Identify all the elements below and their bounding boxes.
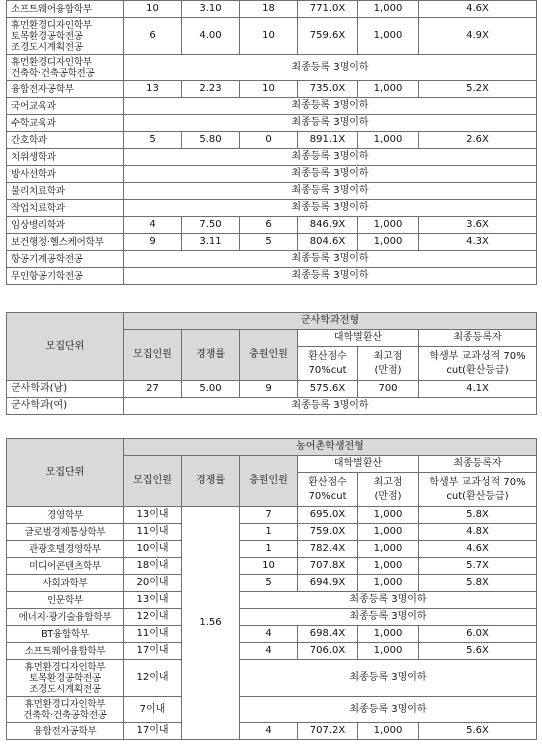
recruit-cell: 4	[124, 217, 182, 234]
note-cell: 최종등록 3명이하	[124, 200, 537, 217]
recruit-cell: 17이내	[124, 643, 182, 660]
table-row	[7, 81, 537, 98]
fill-cell: 10	[240, 81, 298, 98]
rate-cell: 5.00	[182, 381, 240, 398]
header-grade: 학생부 교과성적 70% cut(환산등급)	[419, 347, 537, 381]
recruit-cell: 20이내	[124, 575, 182, 592]
fill-cell: 7	[240, 507, 298, 524]
score-cell: 771.0X	[298, 1, 358, 18]
max-cell: 1,000	[358, 723, 419, 740]
table-title: 농어촌학생전형	[124, 439, 537, 456]
unit-name-cell: 소프트웨어융합학부	[7, 1, 124, 18]
header-converted: 대학별환산	[298, 330, 419, 347]
unit-name-cell: 보건행정·헬스케어학부	[7, 234, 124, 251]
max-cell: 1,000	[358, 541, 419, 558]
grade-cell: 4.1X	[419, 381, 537, 398]
max-cell: 1,000	[358, 524, 419, 541]
header-unit: 모집단위	[7, 313, 124, 381]
grade-cell: 2.6X	[419, 132, 537, 149]
table-row	[7, 524, 537, 541]
max-cell: 1,000	[358, 217, 419, 234]
fill-cell: 4	[240, 643, 298, 660]
table-row	[7, 234, 537, 251]
unit-name-cell: 수학교육과	[7, 115, 124, 132]
grade-cell: 4.9X	[419, 18, 537, 55]
score-cell: 804.6X	[298, 234, 358, 251]
table-row	[7, 1, 537, 18]
note-cell: 최종등록 3명이하	[124, 55, 537, 81]
recruit-cell: 12이내	[124, 609, 182, 626]
table-1-body	[7, 1, 537, 285]
fill-cell: 1	[240, 541, 298, 558]
unit-name-cell: 군사학과(여)	[7, 398, 124, 415]
header-rate: 경쟁률	[182, 456, 240, 507]
table-row	[7, 609, 537, 626]
rural-admission-table	[6, 438, 537, 740]
note-cell: 최종등록 3명이하	[240, 592, 537, 609]
unit-name-cell: 방사선학과	[7, 166, 124, 183]
max-cell: 1,000	[358, 626, 419, 643]
score-cell: 707.8X	[298, 558, 358, 575]
fill-cell: 4	[240, 626, 298, 643]
max-cell: 1,000	[358, 575, 419, 592]
fill-cell: 18	[240, 1, 298, 18]
unit-name-cell: 무인항공기학전공	[7, 268, 124, 285]
unit-name-cell: 간호학과	[7, 132, 124, 149]
grade-cell: 5.8X	[419, 575, 537, 592]
fill-cell: 10	[240, 558, 298, 575]
unit-name-cell: 융합전자공학부	[7, 81, 124, 98]
grade-cell: 5.7X	[419, 558, 537, 575]
recruit-cell: 7이내	[124, 697, 182, 723]
table-row	[7, 660, 537, 697]
unit-name-cell: 휴먼환경디자인학부 토목환경공학전공 조경도시계획전공	[7, 18, 124, 55]
header-recruit: 모집인원	[124, 456, 182, 507]
fill-cell: 10	[240, 18, 298, 55]
max-cell: 1,000	[358, 558, 419, 575]
score-cell: 698.4X	[298, 626, 358, 643]
rate-cell: 5.80	[182, 132, 240, 149]
header-final: 최종등록자	[419, 456, 537, 473]
max-cell: 1,000	[358, 18, 419, 55]
header-score: 환산점수 70%cut	[298, 473, 358, 507]
fill-cell: 4	[240, 723, 298, 740]
fill-cell: 9	[240, 381, 298, 398]
recruit-cell: 12이내	[124, 660, 182, 697]
score-cell: 846.9X	[298, 217, 358, 234]
unit-name-cell: 관광호텔경영학부	[7, 541, 124, 558]
unit-name-cell: 휴먼환경디자인학부 건축학·건축공학전공	[7, 697, 124, 723]
rate-cell: 4.00	[182, 18, 240, 55]
table-row	[7, 183, 537, 200]
table-row	[7, 18, 537, 55]
grade-cell: 4.8X	[419, 524, 537, 541]
note-cell: 최종등록 3명이하	[124, 251, 537, 268]
score-cell: 782.4X	[298, 541, 358, 558]
note-cell: 최종등록 3명이하	[124, 398, 537, 415]
unit-name-cell: 인문학부	[7, 592, 124, 609]
table-row	[7, 149, 537, 166]
grade-cell: 6.0X	[419, 626, 537, 643]
table-row	[7, 697, 537, 723]
header-converted: 대학별환산	[298, 456, 419, 473]
score-cell: 891.1X	[298, 132, 358, 149]
note-cell: 최종등록 3명이하	[240, 660, 537, 697]
grade-cell: 5.2X	[419, 81, 537, 98]
recruit-cell: 6	[124, 18, 182, 55]
unit-name-cell: 군사학과(남)	[7, 381, 124, 398]
fill-cell: 1	[240, 524, 298, 541]
unit-name-cell: 융합전자공학부	[7, 723, 124, 740]
score-cell: 695.0X	[298, 507, 358, 524]
fill-cell: 5	[240, 575, 298, 592]
unit-name-cell: 물리치료학과	[7, 183, 124, 200]
unit-name-cell: 미디어콘텐츠학부	[7, 558, 124, 575]
recruit-cell: 13이내	[124, 507, 182, 524]
table-row	[7, 217, 537, 234]
recruit-cell: 13이내	[124, 592, 182, 609]
table-row	[7, 541, 537, 558]
recruit-cell: 13	[124, 81, 182, 98]
header-max: 최고점 (만점)	[358, 347, 419, 381]
table-row	[7, 643, 537, 660]
grade-cell: 3.6X	[419, 217, 537, 234]
table-row	[7, 115, 537, 132]
unit-name-cell: 소프트웨어융합학부	[7, 643, 124, 660]
score-cell: 694.9X	[298, 575, 358, 592]
table-3-body	[7, 507, 537, 740]
note-cell: 최종등록 3명이하	[124, 98, 537, 115]
max-cell: 1,000	[358, 81, 419, 98]
table-row	[7, 268, 537, 285]
note-cell: 최종등록 3명이하	[124, 166, 537, 183]
table-2-body	[7, 381, 537, 415]
rate-cell: 2.23	[182, 81, 240, 98]
max-cell: 1,000	[358, 507, 419, 524]
note-cell: 최종등록 3명이하	[124, 183, 537, 200]
header-grade: 학생부 교과성적 70% cut(환산등급)	[419, 473, 537, 507]
header-rate: 경쟁률	[182, 330, 240, 381]
grade-cell: 4.3X	[419, 234, 537, 251]
recruit-cell: 27	[124, 381, 182, 398]
header-fill: 충원인원	[240, 330, 298, 381]
unit-name-cell: 휴먼환경디자인학부 토목환경공학전공 조경도시계획전공	[7, 660, 124, 697]
table-row	[7, 200, 537, 217]
score-cell: 759.6X	[298, 18, 358, 55]
rate-cell: 7.50	[182, 217, 240, 234]
score-cell: 706.0X	[298, 643, 358, 660]
header-max: 최고점 (만점)	[358, 473, 419, 507]
unit-name-cell: 치위생학과	[7, 149, 124, 166]
table-row	[7, 507, 537, 524]
note-cell: 최종등록 3명이하	[124, 149, 537, 166]
table-row	[7, 55, 537, 81]
recruit-cell: 17이내	[124, 723, 182, 740]
rate-cell: 3.10	[182, 1, 240, 18]
grade-cell: 5.6X	[419, 723, 537, 740]
unit-name-cell: 글로벌경제통상학부	[7, 524, 124, 541]
unit-name-cell: 임상병리학과	[7, 217, 124, 234]
note-cell: 최종등록 3명이하	[124, 268, 537, 285]
table-row	[7, 98, 537, 115]
unit-name-cell: 사회과학부	[7, 575, 124, 592]
note-cell: 최종등록 3명이하	[240, 697, 537, 723]
recruit-cell: 10이내	[124, 541, 182, 558]
grade-cell: 5.8X	[419, 507, 537, 524]
table-row	[7, 381, 537, 398]
unit-name-cell: 항공기계공학전공	[7, 251, 124, 268]
unit-name-cell: 국어교육과	[7, 98, 124, 115]
rate-cell: 1.56	[182, 507, 240, 740]
header-score: 환산점수 70%cut	[298, 347, 358, 381]
military-admission-table	[6, 312, 537, 415]
table-row	[7, 558, 537, 575]
score-cell: 735.0X	[298, 81, 358, 98]
recruit-cell: 9	[124, 234, 182, 251]
fill-cell: 6	[240, 217, 298, 234]
unit-name-cell: 경영학부	[7, 507, 124, 524]
max-cell: 700	[358, 381, 419, 398]
max-cell: 1,000	[358, 643, 419, 660]
grade-cell: 4.6X	[419, 1, 537, 18]
table-row	[7, 592, 537, 609]
header-final: 최종등록자	[419, 330, 537, 347]
max-cell: 1,000	[358, 132, 419, 149]
score-cell: 759.0X	[298, 524, 358, 541]
rate-cell: 3.11	[182, 234, 240, 251]
table-title: 군사학과전형	[124, 313, 537, 330]
table-row	[7, 166, 537, 183]
table-row	[7, 251, 537, 268]
table-row	[7, 723, 537, 740]
recruit-cell: 11이내	[124, 626, 182, 643]
recruit-cell: 10	[124, 1, 182, 18]
table-row	[7, 398, 537, 415]
table-row	[7, 132, 537, 149]
unit-name-cell: BT융합학부	[7, 626, 124, 643]
note-cell: 최종등록 3명이하	[240, 609, 537, 626]
header-fill: 충원인원	[240, 456, 298, 507]
score-cell: 575.6X	[298, 381, 358, 398]
recruit-cell: 11이내	[124, 524, 182, 541]
table-row	[7, 626, 537, 643]
table-row	[7, 575, 537, 592]
score-cell: 707.2X	[298, 723, 358, 740]
max-cell: 1,000	[358, 1, 419, 18]
header-unit: 모집단위	[7, 439, 124, 507]
max-cell: 1,000	[358, 234, 419, 251]
unit-name-cell: 휴먼환경디자인학부 건축학·건축공학전공	[7, 55, 124, 81]
recruit-cell: 18이내	[124, 558, 182, 575]
header-recruit: 모집인원	[124, 330, 182, 381]
fill-cell: 5	[240, 234, 298, 251]
admission-table-1	[6, 0, 537, 285]
unit-name-cell: 에너지·광기술융합학부	[7, 609, 124, 626]
recruit-cell: 5	[124, 132, 182, 149]
grade-cell: 4.6X	[419, 541, 537, 558]
note-cell: 최종등록 3명이하	[124, 115, 537, 132]
fill-cell: 0	[240, 132, 298, 149]
grade-cell: 5.6X	[419, 643, 537, 660]
unit-name-cell: 작업치료학과	[7, 200, 124, 217]
